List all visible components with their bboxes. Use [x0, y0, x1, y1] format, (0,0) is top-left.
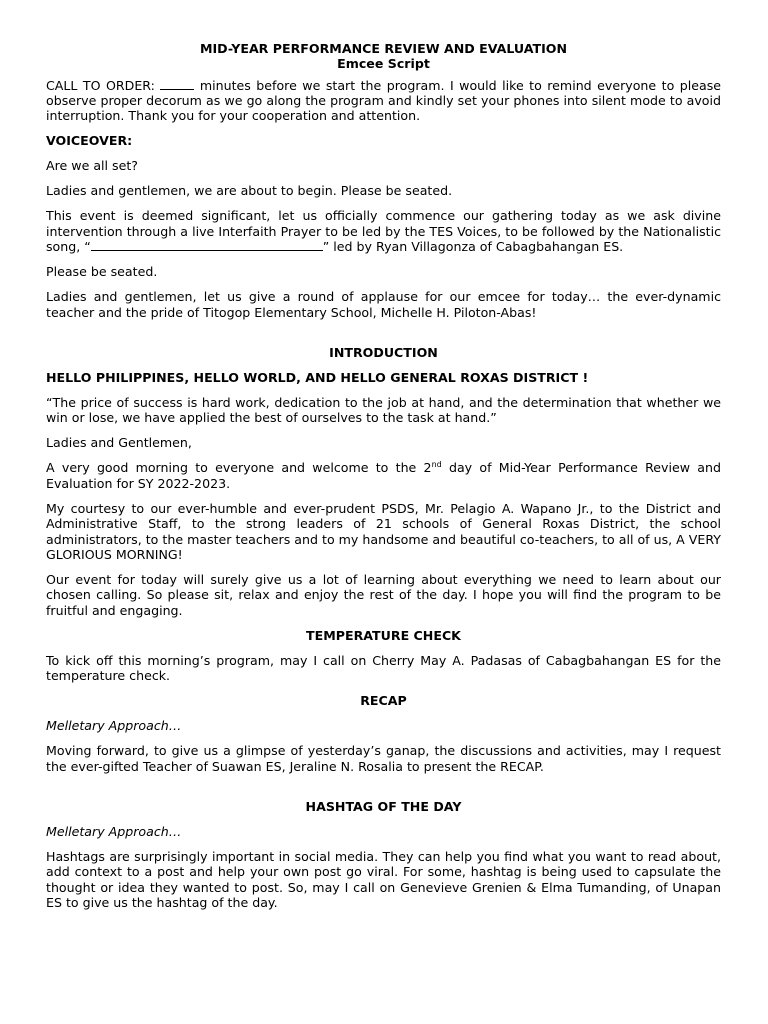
recap-paragraph: Moving forward, to give us a glimpse of yesterday’s ganap, the discussions and activities, may I request the ever-gifted Teacher of Suawan ES, Jeraline N. Rosalia to present the RECAP.	[46, 743, 721, 774]
prayer-text-b: ” led by Ryan Villagonza of Cabagbahangan ES.	[322, 239, 624, 255]
ordinal-suffix: nd	[431, 460, 442, 470]
prayer-paragraph	[46, 208, 721, 254]
document-subtitle: Emcee Script	[337, 55, 430, 71]
call-to-order-paragraph	[46, 78, 721, 124]
hashtag-approach: Melletary Approach…	[46, 824, 182, 839]
hashtag-paragraph: Hashtags are surprisingly important in social media. They can help you find what you want to read about, add context to a post and help your own post go viral. For some, hashtag is being used to capsulate the thought or idea they wanted to post. So, may I call on Genevieve Grenien & Elma Tumanding, of Unapan ES to give us the hashtag of the day.	[46, 849, 721, 911]
voiceover-label: VOICEOVER:	[46, 133, 133, 149]
quote-paragraph: “The price of success is hard work, dedication to the job at hand, and the determination that whether we win or lose, we have applied the best of ourselves to the task at hand.”	[46, 394, 721, 426]
prayer-text-a: This event is deemed significant, let us officially commence our gathering today as we ask divine intervention through a live Interfaith Prayer to be led by the TES Voices, to be followed by the Nationalistic song, “	[46, 208, 721, 255]
hashtag-heading: HASHTAG OF THE DAY	[305, 799, 462, 814]
call-to-order-text: minutes before we start the program. I would like to remind everyone to please observe proper decorum as we go along the program and kindly set your phones into silent mode to avoid interruption. Thank you for your cooperation and attention.	[46, 77, 722, 124]
temperature-check-paragraph: To kick off this morning’s program, may I call on Cherry May A. Padasas of Cabagbahangan ES for the temperature check.	[46, 652, 721, 684]
call-to-order-label: CALL TO ORDER:	[46, 77, 161, 93]
temperature-check-heading: TEMPERATURE CHECK	[306, 627, 461, 643]
document-title: MID-YEAR PERFORMANCE REVIEW AND EVALUATION	[199, 41, 568, 56]
recap-approach: Melletary Approach…	[46, 718, 182, 734]
emcee-intro-paragraph: Ladies and gentlemen, let us give a round of applause for our emcee for today… the ever-dynamic teacher and the pride of Titogop Elementary School, Michelle H. Piloton-Abas!	[46, 289, 721, 320]
welcome-paragraph	[46, 460, 721, 491]
voiceover-line-2: Ladies and gentlemen, we are about to begin. Please be seated.	[46, 183, 453, 199]
introduction-heading: INTRODUCTION	[329, 344, 438, 360]
courtesy-paragraph: My courtesy to our ever-humble and ever-prudent PSDS, Mr. Pelagio A. Wapano Jr., to the District and Administrative Staff, to the strong leaders of 21 schools of General Roxas District, the school administrators, to the master teachers and to my handsome and beautiful co-teachers, to all of us, A VERY GLORIOUS MORNING!	[46, 500, 721, 562]
voiceover-line-1: Are we all set?	[46, 158, 138, 174]
recap-heading: RECAP	[360, 693, 407, 709]
welcome-text-a: A very good morning to everyone and welcome to the 2	[46, 460, 432, 476]
voiceover-line-4: Please be seated.	[46, 264, 158, 280]
song-title-blank	[91, 239, 323, 251]
welcome-text-b: day of Mid-Year Performance Review and Evaluation for SY 2022-2023.	[46, 460, 721, 491]
event-paragraph: Our event for today will surely give us a lot of learning about everything we need to learn about our chosen calling. So please sit, relax and enjoy the rest of the day. I hope you will find the program to be fruitful and engaging.	[46, 571, 721, 618]
minutes-blank	[160, 78, 194, 90]
greeting-line: HELLO PHILIPPINES, HELLO WORLD, AND HELLO GENERAL ROXAS DISTRICT !	[46, 369, 589, 385]
salutation-line: Ladies and Gentlemen,	[46, 435, 192, 451]
